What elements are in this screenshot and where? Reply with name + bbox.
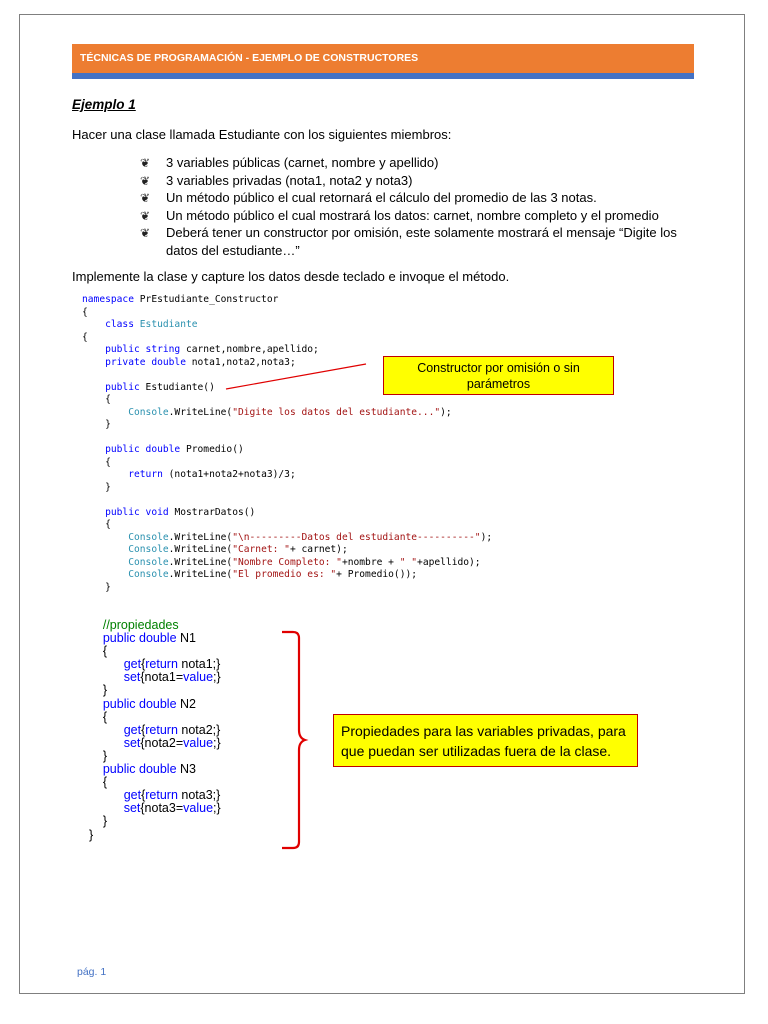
scroll-bullet-icon: ❦ <box>140 191 151 205</box>
scroll-bullet-icon: ❦ <box>140 226 151 240</box>
list-item: ❦ Un método público el cual retornará el cálculo del promedio de las 3 notas. <box>140 189 700 207</box>
scroll-bullet-icon: ❦ <box>140 208 151 223</box>
code-block-class: namespace PrEstudiante_Constructor { class Estudiante { public string carnet,nombre,apellido; private double nota1,nota2,nota3; public Estudiante() { Console.WriteLine("Digite los datos del estudiante..."); } public double Promedio() { return (nota1+nota2+nota3)/3; } public void MostrarDatos() { Console.WriteLine("\n---------Datos del estudiante----------"); Console.WriteLine("Carnet: "+ carnet); Console.WriteLine("Nombre Completo: "+nombre + " "+apellido); Console.WriteLine("El promedio es: "+ Promedio()); } <box>82 294 493 593</box>
list-item: ❦ Deberá tener un constructor por omisión, este solamente mostrará el mensaje “Digite los datos del estudiante…” <box>140 225 677 258</box>
implement-paragraph: Implemente la clase y capture los datos desde teclado e invoque el método. <box>72 269 510 284</box>
code-block-properties: //propiedades public double N1 { get{return nota1;} set{nota1=value;} } public double N2 { get{return nota2;} set{nota2=value;} } public double N3 { get{return nota3;} set{nota3=value;} } } <box>88 618 221 842</box>
scroll-bullet-icon: ❦ <box>140 173 151 188</box>
constructor-pointer-line <box>226 364 366 389</box>
list-item: ❦ 3 variables públicas (carnet, nombre y apellido) <box>140 154 700 172</box>
properties-bracket <box>282 632 305 848</box>
callout-properties: Propiedades para las variables privadas, para que puedan ser utilizadas fuera de la clase. <box>333 714 638 767</box>
intro-paragraph: Hacer una clase llamada Estudiante con los siguientes miembros: <box>72 127 452 142</box>
scroll-bullet-icon: ❦ <box>140 156 151 170</box>
list-item: ❦ Un método público el cual mostrará los datos: carnet, nombre completo y el promedio <box>140 207 700 225</box>
list-item: ❦ 3 variables privadas (nota1, nota2 y nota3) <box>140 172 700 190</box>
example-title: Ejemplo 1 <box>72 97 136 112</box>
callout-constructor: Constructor por omisión o sin parámetros <box>383 356 614 395</box>
page-number: pág. 1 <box>77 966 107 978</box>
header-title: TÉCNICAS DE PROGRAMACIÓN - EJEMPLO DE CONSTRUCTORES <box>80 52 419 64</box>
